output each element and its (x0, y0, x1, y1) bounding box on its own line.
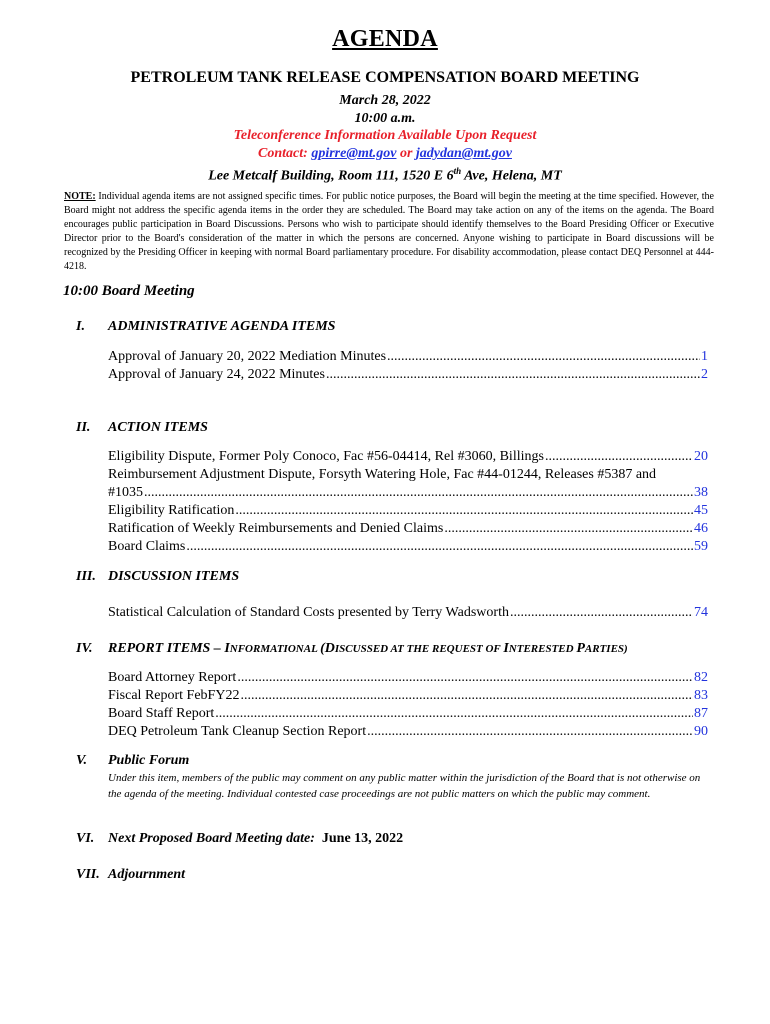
meeting-time: 10:00 a.m. (354, 111, 416, 126)
section-5-title: Public Forum (108, 753, 190, 768)
public-forum-description: Under this item, members of the public may comment on any public matter within the jurisdiction of the Board that is not otherwise on the agenda of the meeting. Individual contested case proceedings are not public matters on which the public may comment. (108, 772, 701, 800)
title-part: I (224, 641, 230, 656)
page-title: AGENDA (332, 26, 438, 52)
toc-item-text: DEQ Petroleum Tank Cleanup Section Report (108, 724, 367, 739)
toc-item-wrapped-line: Reimbursement Adjustment Dispute, Forsyth Watering Hole, Fac #44-01244, Releases #5387 and (108, 467, 657, 482)
meeting-heading: 10:00 Board Meeting (63, 283, 195, 299)
leader-dots (215, 705, 693, 723)
leader-dots (186, 538, 693, 556)
toc-page-link[interactable]: 83 (694, 688, 708, 703)
section-6-number: VI. (76, 831, 95, 846)
toc-item-text: Fiscal Report FebFY22 (108, 688, 240, 703)
location-suffix: Ave, Helena, MT (461, 168, 562, 184)
location-prefix: Lee Metcalf Building, Room 111, 1520 E 6 (208, 168, 454, 184)
leader-dots (326, 366, 700, 384)
section-1-number: I. (76, 319, 85, 334)
toc-item[interactable] (108, 448, 708, 466)
toc-item-text: Approval of January 24, 2022 Minutes (108, 367, 325, 382)
toc-item-text: Board Claims (108, 539, 186, 554)
contact-line (0, 145, 770, 163)
toc-item[interactable] (108, 538, 708, 556)
toc-item[interactable] (108, 687, 708, 705)
next-meeting-date: June 13, 2022 (321, 831, 404, 846)
toc-page-link[interactable]: 90 (694, 724, 708, 739)
section-2-number: II. (76, 420, 91, 435)
leader-dots (444, 520, 693, 538)
contact-email-link-2[interactable]: jadydan@mt.gov (415, 146, 512, 161)
contact-or: or (399, 146, 413, 161)
leader-dots (367, 723, 693, 741)
meeting-location (0, 162, 770, 186)
section-3-number: III. (76, 569, 96, 584)
toc-item[interactable] (108, 502, 708, 520)
title-part: ARTIES) (584, 643, 628, 655)
section-7-title: Adjournment (108, 867, 186, 882)
leader-dots (240, 687, 693, 705)
section-4-title (108, 641, 628, 657)
leader-dots (144, 484, 693, 502)
toc-item[interactable] (108, 604, 708, 622)
toc-page-link[interactable]: 87 (694, 706, 708, 721)
toc-page-link[interactable]: 74 (694, 605, 708, 620)
toc-item[interactable] (108, 723, 708, 741)
toc-item[interactable] (108, 669, 708, 687)
toc-item-text: Eligibility Dispute, Former Poly Conoco, Fac #56-04414, Rel #3060, Billings (108, 449, 544, 464)
title-part: I (503, 641, 509, 656)
leader-dots (237, 669, 693, 687)
title-part: NFORMATIONAL (229, 643, 321, 655)
meeting-subtitle: PETROLEUM TANK RELEASE COMPENSATION BOARD MEETING (130, 69, 640, 86)
toc-page-link[interactable]: 59 (694, 539, 708, 554)
contact-email-link-1[interactable]: gpirre@mt.gov (311, 146, 397, 161)
toc-item[interactable] (108, 520, 708, 538)
toc-item-text: Approval of January 20, 2022 Mediation Minutes (108, 349, 387, 364)
title-part: NTERESTED (508, 643, 577, 655)
teleconference-info: Teleconference Information Available Upon Request (233, 128, 537, 143)
toc-page-link[interactable]: 1 (701, 349, 708, 364)
toc-item[interactable] (108, 484, 708, 502)
toc-item-text: Board Staff Report (108, 706, 215, 721)
leader-dots (510, 604, 693, 622)
toc-page-link[interactable]: 38 (694, 485, 708, 500)
toc-page-link[interactable]: 82 (694, 670, 708, 685)
toc-item-text: Statistical Calculation of Standard Costs presented by Terry Wadsworth (108, 605, 509, 620)
toc-page-link[interactable]: 45 (694, 503, 708, 518)
next-meeting-label: Next Proposed Board Meeting date: (108, 831, 315, 846)
toc-item-text: Eligibility Ratification (108, 503, 235, 518)
title-part: (D (320, 641, 335, 656)
section-5-number: V. (76, 753, 88, 768)
toc-page-link[interactable]: 20 (694, 449, 708, 464)
section-4-number: IV. (76, 641, 93, 656)
toc-item[interactable] (108, 366, 708, 384)
section-7-number: VII. (76, 867, 100, 882)
toc-page-link[interactable]: 46 (694, 521, 708, 536)
toc-item-text: Board Attorney Report (108, 670, 237, 685)
note-text: Individual agenda items are not assigned specific times. For public notice purposes, the Board will begin the meeting at the time specified. However, the Board might not address the specific agenda items in the order they are scheduled. The Board may take action on any of the items on the agenda. The Board encourages public participation in Board Discussions. Persons who wish to participate should identify themselves to the Board Presiding Officer or Executive Director prior to the Board's consideration of the matter in which the persons are concerned. Anyone wishing to participate in Board discussions will be recognized by the Presiding Officer in keeping with normal Board parliamentary procedure. For disability accommodation, please contact DEQ Personnel at 444-4218. (64, 191, 715, 272)
leader-dots (545, 448, 693, 466)
leader-dots (235, 502, 693, 520)
section-1-title: ADMINISTRATIVE AGENDA ITEMS (108, 319, 336, 334)
section-4-title-main: REPORT ITEMS – (108, 641, 225, 656)
toc-item-text: #1035 (108, 485, 143, 500)
section-3-title: DISCUSSION ITEMS (108, 569, 240, 584)
meeting-date: March 28, 2022 (339, 93, 431, 108)
title-part: P (576, 641, 585, 656)
leader-dots (387, 348, 700, 366)
note-label: NOTE: (64, 191, 96, 202)
section-6-title (108, 831, 403, 847)
location-sup: th (453, 166, 462, 176)
contact-label: Contact: (258, 146, 308, 161)
note-paragraph (64, 190, 714, 274)
toc-item[interactable] (108, 348, 708, 366)
title-part: ISCUSSED AT THE REQUEST OF (334, 643, 504, 655)
toc-item-text: Ratification of Weekly Reimbursements and Denied Claims (108, 521, 444, 536)
toc-page-link[interactable]: 2 (701, 367, 708, 382)
toc-item[interactable] (108, 705, 708, 723)
section-2-title: ACTION ITEMS (108, 420, 208, 435)
